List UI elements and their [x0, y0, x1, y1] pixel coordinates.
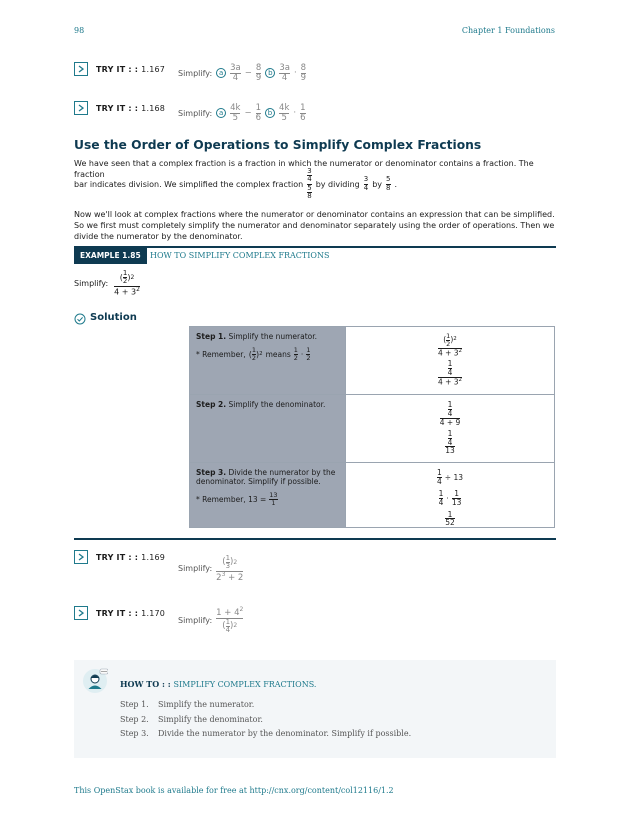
table-row [190, 463, 555, 528]
chevron-right-icon[interactable] [74, 606, 88, 620]
step-3-cell: Step 3. Divide the numerator by the denominator. Simplify if possible. * Remember, 13 = $\frac{13}{1}$ [190, 463, 346, 528]
how-to-box [74, 660, 556, 758]
complex-fraction: $\frac{\frac{3}{4}}{\frac{5}{8}}$ [307, 167, 312, 201]
example-header [74, 246, 556, 262]
try-it-1170-expr: Simplify: $1 + 4^2$ ( $\frac{1}{4}$ ) 2 [178, 606, 244, 635]
part-a-marker: a [216, 68, 226, 78]
example-expression: Simplify: ( $\frac{1}{2}$ ) 2 $4 + 3^2$ [74, 269, 140, 297]
try-it-1169-expr: Simplify: ( $\frac{1}{3}$ ) 2 $2^3 + 2$ [178, 554, 244, 583]
try-it-label: TRY IT : : 1.170 [96, 608, 166, 618]
part-b-marker: b [265, 68, 275, 78]
try-it-1167-expr: Simplify: a $\frac{3a}{4}$ − $\frac{8}{9}$ b $\frac{3a}{4}$ · $\frac{8}{9}$ [178, 63, 307, 83]
step-1-math: ( $\frac{1}{2}$ ) 2 $4 + 3^2$ $\frac{\frac{1}{4}}{4 + 3^2}$ [346, 327, 555, 395]
example-number: EXAMPLE 1.85 [74, 248, 147, 264]
part-b-marker: b [265, 108, 275, 118]
try-it-1168-expr: Simplify: a $\frac{4k}{5}$ − $\frac{1}{6}$ b $\frac{4k}{5}$ · $\frac{1}{6}$ [178, 103, 306, 123]
step-3-math: $\frac{1}{4}$ ÷ 13 $\frac{1}{4}$ · $\frac{1}{13}$ $\frac{1}{52}$ [346, 463, 555, 528]
footer-link[interactable]: This OpenStax book is available for free at http://cnx.org/content/col12116/1.2 [74, 786, 394, 795]
part-a-marker: a [216, 108, 226, 118]
step-2-cell: Step 2. Simplify the denominator. [190, 395, 346, 463]
try-it-1168 [74, 101, 165, 115]
try-it-1170 [74, 606, 165, 620]
page-number: 98 [74, 26, 85, 35]
paragraph-intro-line1: We have seen that a complex fraction is a fraction in which the numerator or denominator contains a fraction. The fraction [74, 159, 534, 179]
chapter-title: Chapter 1 Foundations [461, 26, 555, 35]
example-end-divider [74, 538, 556, 540]
solution-label: Solution [90, 312, 137, 323]
table-row [190, 395, 555, 463]
step-1-cell: Step 1. Simplify the numerator. * Remember, ( $\frac{1}{2}$ ) 2 means $\frac{1}{2}$ · $\frac{1}{2}$ [190, 327, 346, 395]
how-to-step: Step 3. Divide the numerator by the denominator. Simplify if possible. [120, 729, 412, 738]
paragraph-intro-line2: bar indicates division. We simplified the complex fraction $\frac{\frac{3}{4}}{\frac{5}{8}}$ by dividing $\frac{3}{4}$ by $\frac{5}{8}$ . [74, 167, 398, 201]
person-avatar-icon [82, 668, 108, 698]
try-it-1169 [74, 550, 165, 564]
how-to-title: HOW TO : : SIMPLIFY COMPLEX FRACTIONS. [120, 679, 317, 689]
example-title: HOW TO SIMPLIFY COMPLEX FRACTIONS [150, 251, 330, 260]
try-it-label: TRY IT : : 1.168 [96, 103, 166, 113]
try-it-1167 [74, 62, 165, 76]
try-it-label: TRY IT : : 1.167 [96, 64, 166, 74]
chevron-right-icon[interactable] [74, 550, 88, 564]
section-heading: Use the Order of Operations to Simplify Complex Fractions [74, 138, 482, 152]
how-to-step: Step 1. Simplify the numerator. [120, 700, 255, 709]
check-circle-icon [74, 310, 86, 329]
table-row [190, 327, 555, 395]
how-to-step: Step 2. Simplify the denominator. [120, 715, 263, 724]
chevron-right-icon[interactable] [74, 101, 88, 115]
chevron-right-icon[interactable] [74, 62, 88, 76]
try-it-label: TRY IT : : 1.169 [96, 552, 166, 562]
step-2-math: $\frac{\frac{1}{4}}{4 + 9}$ $\frac{\frac{1}{4}}{13}$ [346, 395, 555, 463]
paragraph-order-of-operations: Now we'll look at complex fractions where the numerator or denominator contains an expression that can be simplified. So we first must completely simplify the numerator and denominator separately using the order of operations. Then we divide the numerator by the denominator. [74, 210, 555, 241]
steps-table [189, 326, 555, 528]
